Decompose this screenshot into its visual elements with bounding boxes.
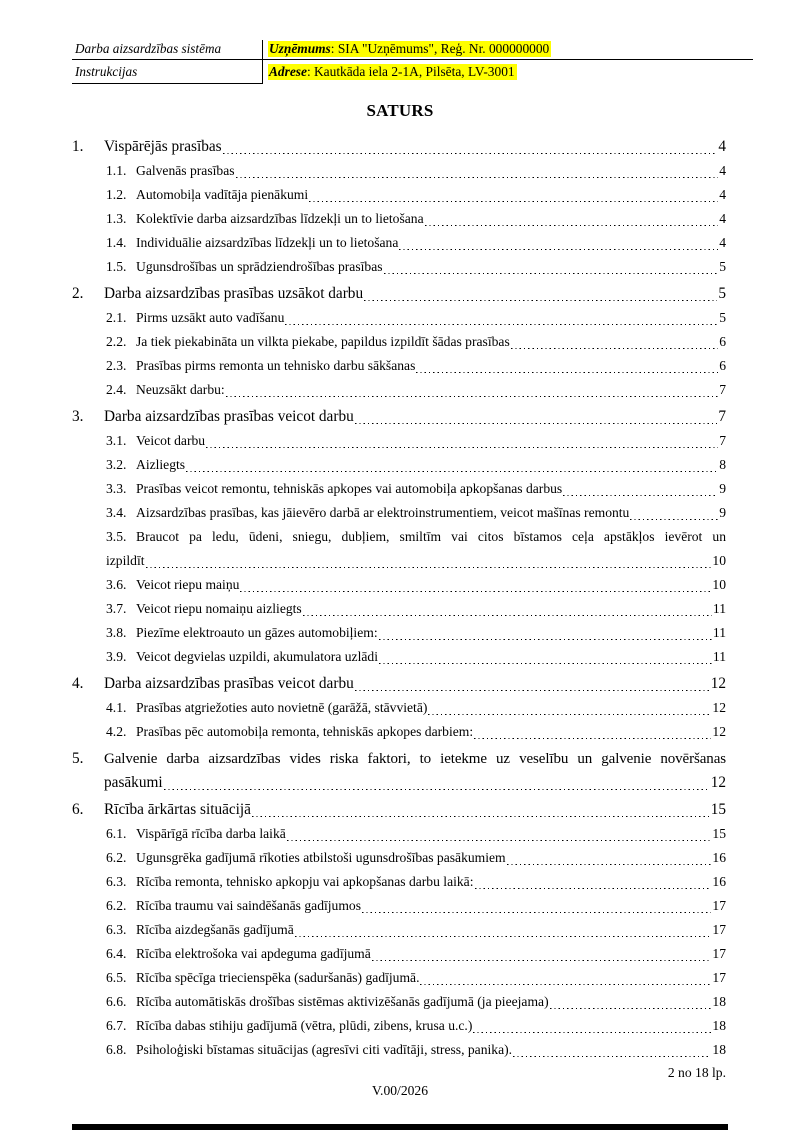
toc-entry-page: 9: [719, 481, 726, 496]
toc-entry-number: 3.4.: [106, 505, 127, 520]
toc-entry-number: 6.6.: [106, 994, 127, 1009]
toc-entry[interactable]: [72, 918, 726, 942]
page-number-info: 2 no 18 lp.: [667, 1065, 726, 1080]
toc-entry-number: 6.: [72, 801, 84, 818]
toc-entry-label: Neuzsākt darbu:: [136, 382, 225, 397]
company-label: Uzņēmums: [269, 41, 331, 56]
toc-entry[interactable]: [72, 159, 726, 183]
toc-entry-number: 6.3.: [106, 922, 127, 937]
dot-leader: [355, 405, 718, 429]
toc-entry[interactable]: [72, 378, 726, 402]
toc-entry-label: Rīcība aizdegšanās gadījumā: [136, 922, 294, 937]
toc-entry-label: Veicot darbu: [136, 433, 206, 448]
dot-leader: [511, 330, 718, 354]
toc-entry[interactable]: [72, 231, 726, 255]
dot-leader: [563, 477, 718, 501]
toc-entry-label: Prasības pirms remonta un tehnisko darbu sākšanas: [136, 358, 416, 373]
dot-leader: [236, 159, 719, 183]
toc-entry[interactable]: [72, 207, 726, 231]
header-doc-type-label: Instrukcijas: [72, 60, 263, 84]
toc-entry-number: 3.9.: [106, 649, 127, 664]
toc-entry[interactable]: [72, 477, 726, 501]
toc-entry-number: 6.1.: [106, 826, 127, 841]
toc-entry-number: 2.2.: [106, 334, 127, 349]
dot-leader: [295, 918, 712, 942]
toc-entry-label-cont: izpildīt: [106, 553, 145, 568]
toc-entry[interactable]: [72, 255, 726, 279]
toc-entry[interactable]: [72, 1014, 726, 1038]
toc-entry-number: 3.8.: [106, 625, 127, 640]
toc-entry[interactable]: [72, 720, 726, 744]
toc-entry-number: 6.7.: [106, 1018, 127, 1033]
toc-entry[interactable]: [72, 135, 726, 159]
toc-entry-number: 3.5.: [106, 529, 127, 544]
toc-entry[interactable]: [72, 894, 726, 918]
toc-entry-page: 10: [712, 553, 726, 568]
toc-entry-number: 2.3.: [106, 358, 127, 373]
dot-leader: [287, 822, 712, 846]
dot-leader: [252, 798, 710, 822]
toc-entry-number: 4.1.: [106, 700, 127, 715]
toc-entry[interactable]: [72, 1038, 726, 1062]
toc-entry[interactable]: [72, 183, 726, 207]
toc-entry-label: Rīcība traumu vai saindēšanās gadījumos: [136, 898, 362, 913]
dot-leader: [428, 696, 711, 720]
dot-leader: [146, 549, 712, 573]
toc-entry-page: 9: [719, 505, 726, 520]
toc-entry-number: 3.2.: [106, 457, 127, 472]
dot-leader: [399, 231, 718, 255]
toc-entry-label: Automobiļa vadītāja pienākumi: [136, 187, 309, 202]
toc-entry-label: Aizliegts: [136, 457, 186, 472]
toc-entry[interactable]: [72, 282, 726, 306]
toc-entry-page: 17: [712, 970, 726, 985]
toc-entry[interactable]: [72, 747, 726, 795]
dot-leader: [164, 771, 710, 795]
toc-entry-page: 18: [712, 1042, 726, 1057]
dot-leader: [416, 354, 718, 378]
toc-entry-page: 15: [710, 801, 726, 818]
toc-entry-label: Aizsardzības prasības, kas jāievēro darbā ar elektroinstrumentiem, veicot mašīnas remontu: [136, 505, 630, 520]
toc-entry[interactable]: [72, 645, 726, 669]
toc-entry-number: 4.: [72, 675, 84, 692]
toc-entry-page: 5: [718, 285, 726, 302]
toc-entry-label: Ja tiek piekabināta un vilkta piekabe, papildus izpildīt šādas prasības: [136, 334, 510, 349]
toc-entry[interactable]: [72, 942, 726, 966]
toc-entry[interactable]: [72, 573, 726, 597]
toc-entry-number: 6.4.: [106, 946, 127, 961]
toc-entry-line1: [106, 525, 726, 549]
dot-leader: [364, 282, 717, 306]
toc-entry[interactable]: [72, 405, 726, 429]
dot-leader: [303, 597, 712, 621]
toc-entry[interactable]: [72, 822, 726, 846]
dot-leader: [362, 894, 711, 918]
toc-entry-page: 6: [719, 334, 726, 349]
dot-leader: [309, 183, 718, 207]
dot-leader: [425, 207, 719, 231]
toc-entry-number: 2.4.: [106, 382, 127, 397]
toc-entry-page: 17: [712, 946, 726, 961]
toc-entry[interactable]: [72, 966, 726, 990]
toc-entry-label: Galvenie darba aizsardzības vides riska faktori, to ietekme uz veselību un galvenie novēršanas: [104, 751, 726, 767]
toc-entry-page: 11: [712, 625, 726, 640]
toc-entry-label: Pirms uzsākt auto vadīšanu: [136, 310, 285, 325]
dot-leader: [384, 255, 719, 279]
toc-entry-number: 5.: [72, 750, 84, 767]
dot-leader: [474, 720, 711, 744]
toc-entry-page: 18: [712, 1018, 726, 1033]
toc-entry-number: 3.3.: [106, 481, 127, 496]
dot-leader: [475, 870, 712, 894]
dot-leader: [355, 672, 710, 696]
toc-entry-page: 7: [719, 382, 726, 397]
toc-entry-label: Rīcība remonta, tehnisko apkopju vai apkopšanas darbu laikā:: [136, 874, 474, 889]
toc-entry-label: Kolektīvie darba aizsardzības līdzekļi un to lietošana: [136, 211, 424, 226]
toc-entry-label: Rīcība dabas stihiju gadījumā (vētra, plūdi, zibens, krusa u.c.): [136, 1018, 473, 1033]
toc-entry-number: 2.1.: [106, 310, 127, 325]
toc-entry[interactable]: [72, 354, 726, 378]
toc-entry[interactable]: [72, 846, 726, 870]
toc-entry-label: Rīcība spēcīga triecienspēka (saduršanās) gadījumā.: [136, 970, 420, 985]
toc-entry-label: Veicot degvielas uzpildi, akumulatora uzlādi: [136, 649, 378, 664]
toc-entry[interactable]: [72, 990, 726, 1014]
toc-entry-label: Vispārīgā rīcība darba laikā: [136, 826, 286, 841]
dot-leader: [420, 966, 711, 990]
header-row-2: [72, 60, 753, 84]
toc-entry-page: 5: [719, 310, 726, 325]
toc-entry-page: 12: [710, 675, 726, 692]
toc-entry-label: Psiholoģiski bīstamas situācijas (agresīvi citi vadītāji, stress, panika).: [136, 1042, 513, 1057]
company-value: : SIA "Uzņēmums", Reģ. Nr. 000000000: [330, 41, 550, 56]
toc-entry[interactable]: [72, 306, 726, 330]
toc-entry-page: 4: [719, 235, 726, 250]
toc-entry-number: 6.8.: [106, 1042, 127, 1057]
toc-entry-number: 3.6.: [106, 577, 127, 592]
toc-entry-label: Darba aizsardzības prasības veicot darbu: [104, 675, 354, 692]
toc-entry-number: 1.4.: [106, 235, 127, 250]
header-row-1: [72, 40, 753, 60]
toc-entry-number: 6.5.: [106, 970, 127, 985]
toc-entry-page: 8: [719, 457, 726, 472]
toc-entry-page: 17: [712, 922, 726, 937]
toc-entry-number: 4.2.: [106, 724, 127, 739]
toc-entry-label: Prasības pēc automobiļa remonta, tehniskās apkopes darbiem:: [136, 724, 474, 739]
dot-leader: [223, 135, 718, 159]
toc-entry-page: 15: [712, 826, 726, 841]
header-table: [72, 40, 753, 84]
toc-entry-number: 1.5.: [106, 259, 127, 274]
toc-entry-label: Vispārējās prasības: [104, 138, 222, 155]
toc-entry-label: Braucot pa ledu, ūdeni, sniegu, dubļiem, smiltīm vai citos bīstamos ceļa apstākļos ievērot un: [136, 529, 726, 544]
toc-entry[interactable]: [72, 501, 726, 525]
toc-entry[interactable]: [72, 330, 726, 354]
dot-leader: [240, 573, 711, 597]
toc-entry-page: 18: [712, 994, 726, 1009]
toc-entry-number: 1.1.: [106, 163, 127, 178]
dot-leader: [513, 1038, 711, 1062]
toc-entry[interactable]: [72, 621, 726, 645]
dot-leader: [186, 453, 718, 477]
toc-entry-page: 6: [719, 358, 726, 373]
toc-entry-page: 12: [710, 774, 726, 791]
document-version: V.00/2026: [371, 1083, 429, 1098]
toc-entry-page: 11: [712, 649, 726, 664]
toc-entry[interactable]: [72, 870, 726, 894]
toc-entry[interactable]: [72, 429, 726, 453]
toc-entry-number: 1.3.: [106, 211, 127, 226]
address-value: : Kautkāda iela 2-1A, Pilsēta, LV-3001: [306, 64, 515, 79]
toc-entry-label: Prasības atgriežoties auto novietnē (garāžā, stāvvietā): [136, 700, 428, 715]
toc-entry-label: Rīcība ārkārtas situācijā: [104, 801, 251, 818]
dot-leader: [285, 306, 718, 330]
address-highlight: [268, 64, 517, 80]
dot-leader: [379, 645, 712, 669]
header-company-cell: [263, 40, 753, 59]
dot-leader: [630, 501, 718, 525]
toc-entry-page: 7: [719, 433, 726, 448]
toc-entry-page: 16: [712, 874, 726, 889]
toc-entry-number: 3.1.: [106, 433, 127, 448]
toc-entry-number: 1.2.: [106, 187, 127, 202]
toc-entry[interactable]: [72, 798, 726, 822]
toc-entry-number: 6.2.: [106, 898, 127, 913]
dot-leader: [507, 846, 712, 870]
header-address-cell: [263, 60, 753, 84]
toc-entry[interactable]: [72, 696, 726, 720]
toc-entry-label: Rīcība elektrošoka vai apdeguma gadījumā: [136, 946, 371, 961]
dot-leader: [473, 1014, 711, 1038]
toc-entry-page: 7: [718, 408, 726, 425]
toc-entry-page: 5: [719, 259, 726, 274]
toc-entry-page: 12: [712, 700, 726, 715]
toc-entry-page: 12: [712, 724, 726, 739]
footer-rule: [72, 1124, 728, 1130]
toc-entry-number: 3.7.: [106, 601, 127, 616]
toc-entry-page: 10: [712, 577, 726, 592]
toc-entry-label: Veicot riepu nomaiņu aizliegts: [136, 601, 302, 616]
dot-leader: [226, 378, 718, 402]
toc-entry-line2: [72, 771, 726, 795]
dot-leader: [372, 942, 712, 966]
address-label: Adrese: [269, 64, 307, 79]
toc-entry-label: Darba aizsardzības prasības uzsākot darbu: [104, 285, 364, 302]
toc-entry-number: 2.: [72, 285, 84, 302]
toc-entry[interactable]: [72, 597, 726, 621]
company-highlight: [268, 41, 551, 57]
toc-entry[interactable]: [72, 453, 726, 477]
toc-entry-page: 11: [712, 601, 726, 616]
toc-entry-page: 4: [719, 187, 726, 202]
toc-entry[interactable]: [72, 525, 726, 573]
dot-leader: [379, 621, 712, 645]
toc-entry-page: 4: [718, 138, 726, 155]
toc-entry-line1: [72, 747, 726, 771]
toc-entry-number: 3.: [72, 408, 84, 425]
toc-entry-label: Darba aizsardzības prasības veicot darbu: [104, 408, 354, 425]
toc-entry-page: 17: [712, 898, 726, 913]
toc-entry-label: Prasības veicot remontu, tehniskās apkopes vai automobiļa apkopšanas darbus: [136, 481, 563, 496]
toc-entry-page: 4: [719, 211, 726, 226]
header-system-label: Darba aizsardzības sistēma: [72, 40, 263, 59]
toc-entry-label: Ugunsdrošības un sprādziendrošības prasības: [136, 259, 383, 274]
page-title: SATURS: [366, 101, 434, 120]
toc-entry-label: Galvenās prasības: [136, 163, 235, 178]
toc-entry-label: Individuālie aizsardzības līdzekļi un to lietošana: [136, 235, 399, 250]
toc-entry-label: Ugunsgrēka gadījumā rīkoties atbilstoši ugunsdrošības pasākumiem: [136, 850, 506, 865]
toc-entry-number: 6.3.: [106, 874, 127, 889]
toc-entry-page: 16: [712, 850, 726, 865]
toc-entry-label-cont: pasākumi: [104, 774, 163, 791]
toc-entry-number: 1.: [72, 138, 84, 155]
toc-entry-page: 4: [719, 163, 726, 178]
dot-leader: [206, 429, 718, 453]
toc: [72, 135, 726, 1062]
toc-entry-label: Veicot riepu maiņu: [136, 577, 240, 592]
toc-entry-label: Rīcība automātiskās drošības sistēmas aktivizēšanās gadījumā (ja pieejama): [136, 994, 549, 1009]
dot-leader: [550, 990, 712, 1014]
toc-entry-line2: [106, 549, 726, 573]
toc-entry-number: 6.2.: [106, 850, 127, 865]
toc-entry-label: Piezīme elektroauto un gāzes automobiļiem:: [136, 625, 378, 640]
toc-entry[interactable]: [72, 672, 726, 696]
